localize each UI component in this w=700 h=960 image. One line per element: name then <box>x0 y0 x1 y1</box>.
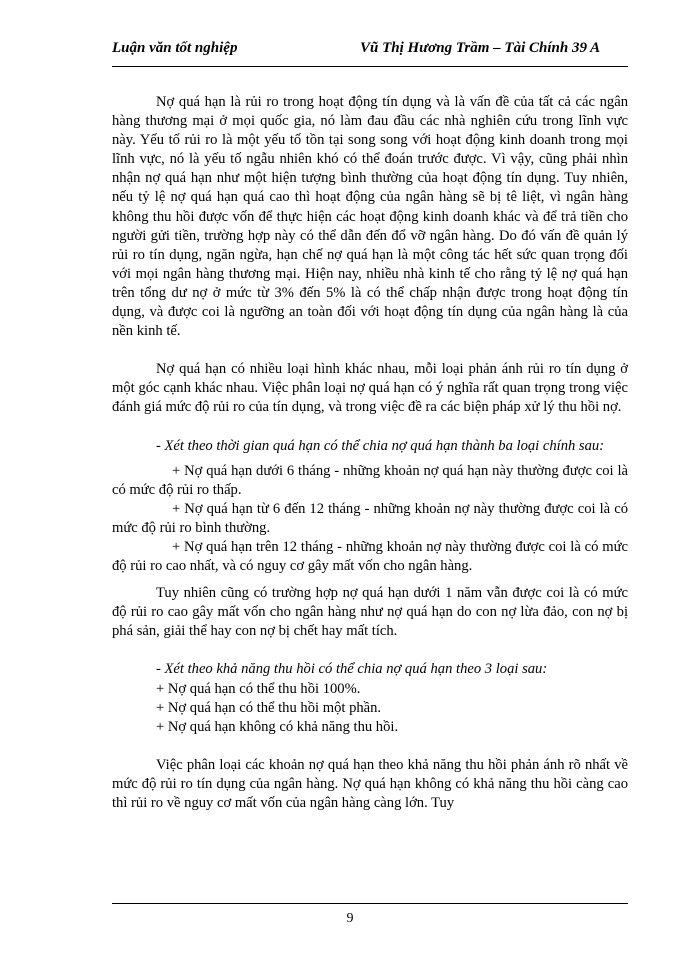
header-divider <box>112 66 628 67</box>
heading-by-time: - Xét theo thời gian quá hạn có thể chia nợ quá hạn thành ba loại chính sau: <box>156 437 605 454</box>
list-item-recovery-1: + Nợ quá hạn có thể thu hồi 100%. <box>156 680 361 697</box>
paragraph-overdue-risk: Nợ quá hạn là rủi ro trong hoạt động tín dụng và là vấn đề của tất cả các ngân hàng thương mại ở mọi quốc gia, nó làm đau đầu các nhà nghiên cứu trong lĩnh vực này. Yếu tố rủi ro là một yếu tố tồn tại song song với hoạt động kinh doanh trong mọi lĩnh vực, nó là yếu tố ngẫu nhiên khó có thể đoán trước được. Vì vậy, cũng phải nhìn nhận nợ quá hạn như một hiện tượng bình thường của hoạt động tín dụng. Tuy nhiên, nếu tỷ lệ nợ quá hạn quá cao thì hoạt động của ngân hàng sẽ bị tê liệt, vì ngân hàng không thu hồi được vốn để thực hiện các hoạt động kinh doanh khác và để trả tiền cho người gửi tiền, trường hợp này có thể dẫn đến đổ vỡ ngân hàng. Do đó vấn đề quản lý rủi ro tín dụng, ngăn ngừa, hạn chế nợ quá hạn là một công tác hết sức quan trọng đối với mọi ngân hàng thương mại. Hiện nay, nhiều nhà kinh tế cho rằng tỷ lệ nợ quá hạn trên tổng dư nợ ở mức từ 3% đến 5% là có thể chấp nhận được trong hoạt động tín dụng, và được coi là ngưỡng an toàn đối với hoạt động tín dụng của ngân hàng là của nền kinh tế. <box>112 94 628 340</box>
paragraph-recovery-classification: Việc phân loại các khoản nợ quá hạn theo khả năng thu hồi phản ánh rõ nhất về mức độ rủi ro tín dụng của ngân hàng. Nợ quá hạn không có khả năng thu hồi càng cao thì rủi ro về nguy cơ mất vốn của ngân hàng càng lớn. Tuy <box>112 756 628 811</box>
paragraph-overdue-types: Nợ quá hạn có nhiều loại hình khác nhau, mỗi loại phản ánh rủi ro tín dụng ở một góc cạnh khác nhau. Việc phân loại nợ quá hạn có ý nghĩa rất quan trọng trong việc đánh giá mức độ rủi ro của tín dụng, và trong việc đề ra các biện pháp xử lý thu hồi nợ. <box>112 361 628 416</box>
footer-divider <box>112 903 628 904</box>
header-thesis-label: Luận văn tốt nghiệp <box>112 40 238 56</box>
header-author: Vũ Thị Hương Trầm – Tài Chính 39 A <box>360 40 601 56</box>
list-item-recovery-3: + Nợ quá hạn không có khả năng thu hồi. <box>156 718 399 735</box>
list-item-time-1: + Nợ quá hạn dưới 6 tháng - những khoản nợ quá hạn này thường được coi là có mức độ rủi ro thấp. <box>112 462 628 498</box>
paragraph-exceptions: Tuy nhiên cũng có trường hợp nợ quá hạn dưới 1 năm vẫn được coi là có mức độ rủi ro cao gây mất vốn cho ngân hàng như nợ quá hạn do con nợ lừa đảo, con nợ bị phá sản, giải thể hay con nợ bị chết hay mất tích. <box>112 585 628 640</box>
heading-by-recovery: - Xét theo khả năng thu hồi có thể chia nợ quá hạn theo 3 loại sau: <box>156 661 548 678</box>
document-body <box>112 93 628 813</box>
list-item-recovery-2: + Nợ quá hạn có thể thu hồi một phần. <box>156 699 382 716</box>
list-item-time-2: + Nợ quá hạn từ 6 đến 12 tháng - những khoản nợ này thường được coi là có mức độ rủi ro bình thường. <box>112 500 628 536</box>
list-item-time-3: + Nợ quá hạn trên 12 tháng - những khoản nợ này thường được coi là có mức độ rủi ro cao nhất, và có nguy cơ gây mất vốn cho ngân hàng. <box>112 538 628 575</box>
page-number: 9 <box>346 911 354 926</box>
